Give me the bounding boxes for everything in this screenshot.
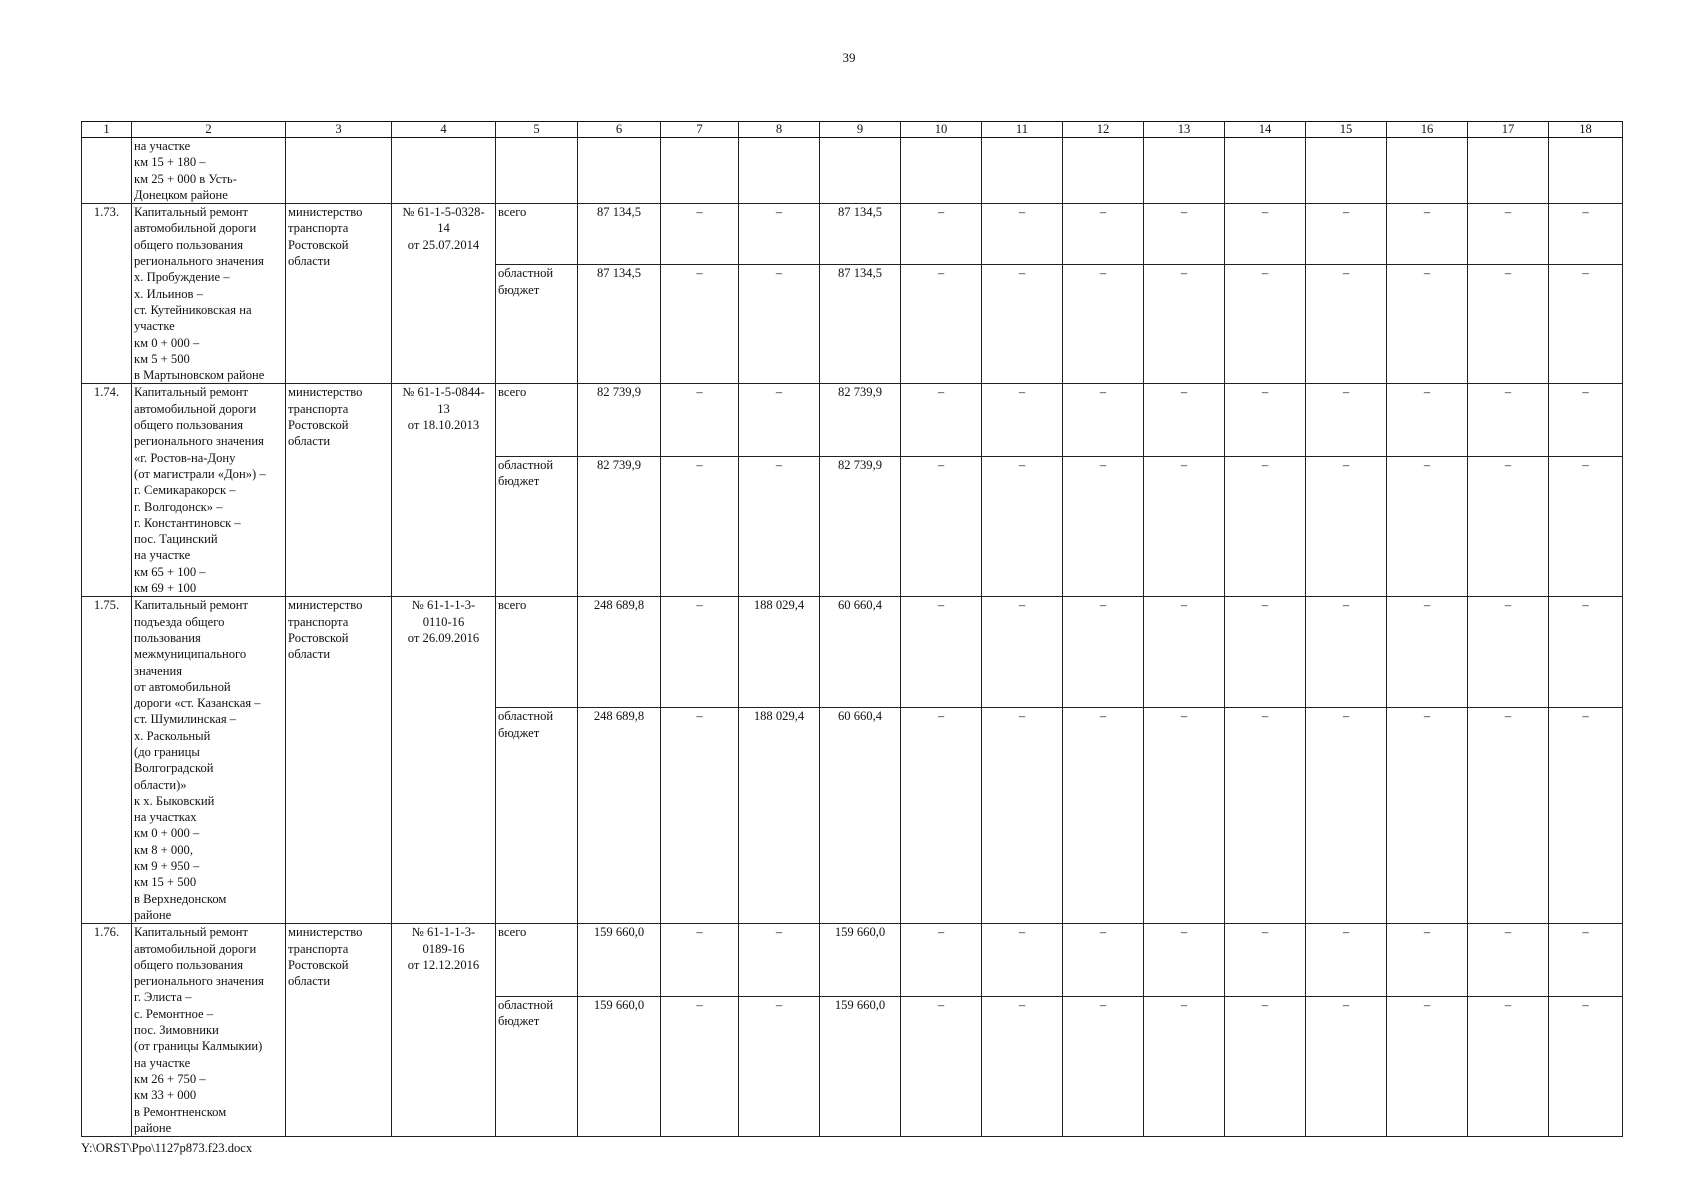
dash-cell: –: [1468, 265, 1549, 384]
dash-cell: –: [1549, 265, 1623, 384]
dash-cell: –: [1306, 384, 1387, 456]
col8-cell: –: [739, 924, 820, 996]
col9-cell: 87 134,5: [820, 204, 901, 265]
column-header-13: 13: [1144, 122, 1225, 138]
organization-line: министерство: [288, 598, 363, 613]
dash-cell: –: [1144, 996, 1225, 1137]
col7-cell: –: [661, 996, 739, 1137]
dash-cell: –: [1306, 708, 1387, 924]
col9-cell: 60 660,4: [820, 708, 901, 924]
col7-cell: –: [661, 204, 739, 265]
document-line: от 18.10.2013: [407, 418, 480, 433]
dash-cell: –: [1225, 996, 1306, 1137]
empty-cell: [982, 138, 1063, 204]
col8-cell: –: [739, 384, 820, 456]
dash-cell: –: [982, 996, 1063, 1137]
organization-line: министерство: [288, 205, 363, 220]
dash-cell: –: [1468, 924, 1549, 996]
object-name-line: автомобильной дороги: [134, 221, 257, 236]
column-header-3: 3: [286, 122, 392, 138]
dash-cell: –: [1144, 708, 1225, 924]
object-name-line: области)»: [134, 777, 187, 792]
column-header-1: 1: [82, 122, 132, 138]
dash-cell: –: [1063, 996, 1144, 1137]
document-line: от 25.07.2014: [407, 237, 480, 252]
dash-cell: –: [1468, 708, 1549, 924]
dash-cell: –: [1468, 204, 1549, 265]
empty-cell: [1063, 138, 1144, 204]
total-amount-cell: 87 134,5: [578, 204, 661, 265]
object-name-line: г. Элиста –: [134, 990, 192, 1005]
empty-cell: [496, 138, 578, 204]
dash-cell: –: [1549, 456, 1623, 597]
col7-cell: –: [661, 924, 739, 996]
dash-cell: –: [901, 204, 982, 265]
object-name-line: «г. Ростов-на-Дону: [134, 450, 236, 465]
object-name-line: ст. Шумилинская –: [134, 712, 237, 727]
object-name-cell: [132, 384, 286, 597]
dash-cell: –: [1306, 456, 1387, 597]
dash-cell: –: [1306, 924, 1387, 996]
organization-line: Ростовской: [288, 630, 349, 645]
object-name-line: регионального значения: [134, 974, 264, 989]
col9-cell: 60 660,4: [820, 597, 901, 708]
budget-amount-cell: 82 739,9: [578, 456, 661, 597]
funding-total-label: всего: [496, 924, 578, 996]
object-name-cell: [132, 597, 286, 924]
table-row: [82, 924, 1623, 996]
dash-cell: –: [1225, 708, 1306, 924]
funding-budget-label: [496, 265, 578, 384]
object-name-line: районе: [134, 907, 172, 922]
col7-cell: –: [661, 384, 739, 456]
column-header-6: 6: [578, 122, 661, 138]
object-name-line: регионального значения: [134, 254, 264, 269]
dash-cell: –: [982, 597, 1063, 708]
col9-cell: 87 134,5: [820, 265, 901, 384]
empty-cell: [661, 138, 739, 204]
empty-cell: [1306, 138, 1387, 204]
dash-cell: –: [1306, 597, 1387, 708]
document-cell: [392, 204, 496, 384]
organization-line: области: [288, 647, 331, 662]
dash-cell: –: [1468, 384, 1549, 456]
organization-cell: [286, 384, 392, 597]
table-row: [82, 204, 1623, 265]
dash-cell: –: [1225, 456, 1306, 597]
budget-amount-cell: 87 134,5: [578, 265, 661, 384]
column-header-7: 7: [661, 122, 739, 138]
col7-cell: –: [661, 597, 739, 708]
total-amount-cell: 248 689,8: [578, 597, 661, 708]
empty-cell: [820, 138, 901, 204]
object-name-line: на участке: [134, 1055, 191, 1070]
object-name-line: (до границы: [134, 744, 200, 759]
object-name-line: х. Ильинов –: [134, 286, 203, 301]
table-row: [82, 597, 1623, 708]
object-name-line: г. Семикаракорск –: [134, 483, 236, 498]
budget-label-line: областной: [498, 457, 554, 472]
dash-cell: –: [1063, 204, 1144, 265]
object-name-line: км 69 + 100: [134, 581, 197, 596]
dash-cell: –: [1468, 456, 1549, 597]
row-number-cell: 1.73.: [82, 204, 132, 384]
organization-line: транспорта: [288, 941, 349, 956]
empty-cell: [1468, 138, 1549, 204]
col8-cell: 188 029,4: [739, 708, 820, 924]
organization-cell: [286, 924, 392, 1137]
program-table: [81, 121, 1623, 1137]
dash-cell: –: [1549, 708, 1623, 924]
dash-cell: –: [1063, 924, 1144, 996]
col8-cell: –: [739, 204, 820, 265]
document-cell: [392, 924, 496, 1137]
dash-cell: –: [1144, 924, 1225, 996]
object-name-line: с. Ремонтное –: [134, 1006, 214, 1021]
dash-cell: –: [1144, 456, 1225, 597]
col9-cell: 159 660,0: [820, 996, 901, 1137]
object-name-line: пользования: [134, 630, 201, 645]
empty-cell: [286, 138, 392, 204]
object-name-line: в Верхнедонском: [134, 891, 227, 906]
object-name-line: участке: [134, 319, 175, 334]
dash-cell: –: [982, 384, 1063, 456]
budget-label-line: бюджет: [498, 1013, 540, 1028]
organization-line: Ростовской: [288, 237, 349, 252]
document-line: № 61-1-1-3-: [411, 598, 476, 613]
object-name-line: Капитальный ремонт: [134, 205, 249, 220]
col7-cell: –: [661, 456, 739, 597]
object-name-line: (от магистрали «Дон») –: [134, 466, 266, 481]
object-name-cell: [132, 924, 286, 1137]
object-name-cell: [132, 204, 286, 384]
object-name-line: (от границы Калмыкии): [134, 1039, 263, 1054]
column-header-14: 14: [1225, 122, 1306, 138]
object-name-line: Капитальный ремонт: [134, 598, 249, 613]
object-name-cell: [132, 138, 286, 204]
row-number-cell: 1.74.: [82, 384, 132, 597]
empty-cell: [578, 138, 661, 204]
dash-cell: –: [1225, 597, 1306, 708]
document-line: 13: [437, 401, 450, 416]
object-name-line: Волгоградской: [134, 761, 214, 776]
organization-cell: [286, 597, 392, 924]
column-header-9: 9: [820, 122, 901, 138]
dash-cell: –: [1144, 265, 1225, 384]
budget-label-line: областной: [498, 997, 554, 1012]
col8-cell: –: [739, 996, 820, 1137]
object-name-line: км 5 + 500: [134, 351, 190, 366]
col8-cell: –: [739, 456, 820, 597]
row-number-cell: 1.76.: [82, 924, 132, 1137]
dash-cell: –: [982, 924, 1063, 996]
col9-cell: 82 739,9: [820, 384, 901, 456]
object-name-line: значения: [134, 663, 182, 678]
col9-cell: 159 660,0: [820, 924, 901, 996]
organization-line: области: [288, 434, 331, 449]
dash-cell: –: [1387, 996, 1468, 1137]
column-header-11: 11: [982, 122, 1063, 138]
dash-cell: –: [1387, 597, 1468, 708]
organization-line: Ростовской: [288, 418, 349, 433]
object-name-line: км 65 + 100 –: [134, 564, 206, 579]
dash-cell: –: [901, 708, 982, 924]
funding-total-label: всего: [496, 597, 578, 708]
organization-line: транспорта: [288, 614, 349, 629]
object-name-line: пос. Зимовники: [134, 1023, 219, 1038]
empty-cell: [1549, 138, 1623, 204]
total-amount-cell: 159 660,0: [578, 924, 661, 996]
dash-cell: –: [1306, 996, 1387, 1137]
continuation-row: [82, 138, 1623, 204]
dash-cell: –: [1387, 708, 1468, 924]
dash-cell: –: [1063, 384, 1144, 456]
document-line: 14: [437, 221, 450, 236]
object-name-line: км 9 + 950 –: [134, 859, 200, 874]
budget-label-line: бюджет: [498, 474, 540, 489]
object-name-line: общего пользования: [134, 957, 244, 972]
empty-cell: [392, 138, 496, 204]
organization-cell: [286, 204, 392, 384]
column-header-4: 4: [392, 122, 496, 138]
object-name-line: км 0 + 000 –: [134, 826, 200, 841]
dash-cell: –: [982, 265, 1063, 384]
document-cell: [392, 597, 496, 924]
column-header-17: 17: [1468, 122, 1549, 138]
column-header-8: 8: [739, 122, 820, 138]
organization-line: области: [288, 974, 331, 989]
object-name-line: на участке: [134, 548, 191, 563]
column-header-18: 18: [1549, 122, 1623, 138]
dash-cell: –: [1225, 384, 1306, 456]
document-line: 0110-16: [422, 614, 465, 629]
dash-cell: –: [1063, 265, 1144, 384]
document-cell: [392, 384, 496, 597]
dash-cell: –: [1387, 384, 1468, 456]
budget-amount-cell: 248 689,8: [578, 708, 661, 924]
object-name-line: в Ремонтненском: [134, 1104, 227, 1119]
object-name-line: автомобильной дороги: [134, 401, 257, 416]
object-name-line: км 33 + 000: [134, 1088, 197, 1103]
dash-cell: –: [901, 265, 982, 384]
dash-cell: –: [1468, 597, 1549, 708]
row-number-cell: [82, 138, 132, 204]
col9-cell: 82 739,9: [820, 456, 901, 597]
object-name-line: дороги «ст. Казанская –: [134, 696, 261, 711]
object-name-line: км 0 + 000 –: [134, 335, 200, 350]
object-name-line: Капитальный ремонт: [134, 385, 249, 400]
column-header-15: 15: [1306, 122, 1387, 138]
object-name-line: подъезда общего: [134, 614, 225, 629]
organization-line: министерство: [288, 385, 363, 400]
object-name-line: регионального значения: [134, 434, 264, 449]
object-name-line: Капитальный ремонт: [134, 925, 249, 940]
page-number: 39: [842, 50, 856, 65]
dash-cell: –: [1549, 924, 1623, 996]
dash-cell: –: [1387, 204, 1468, 265]
object-name-line: ст. Кутейниковская на: [134, 302, 252, 317]
column-header-10: 10: [901, 122, 982, 138]
dash-cell: –: [1549, 996, 1623, 1137]
column-header-16: 16: [1387, 122, 1468, 138]
empty-cell: [901, 138, 982, 204]
dash-cell: –: [1144, 384, 1225, 456]
organization-line: министерство: [288, 925, 363, 940]
dash-cell: –: [982, 204, 1063, 265]
dash-cell: –: [1225, 265, 1306, 384]
dash-cell: –: [1144, 204, 1225, 265]
object-name-line: км 8 + 000,: [134, 842, 193, 857]
column-header-2: 2: [132, 122, 286, 138]
document-line: от 26.09.2016: [407, 630, 480, 645]
dash-cell: –: [1549, 597, 1623, 708]
object-name-line: от автомобильной: [134, 679, 231, 694]
dash-cell: –: [901, 924, 982, 996]
dash-cell: –: [1387, 265, 1468, 384]
object-name-line: общего пользования: [134, 237, 244, 252]
col7-cell: –: [661, 708, 739, 924]
dash-cell: –: [1387, 924, 1468, 996]
document-line: № 61-1-1-3-: [411, 925, 476, 940]
column-header-5: 5: [496, 122, 578, 138]
object-name-line: г. Волгодонск» –: [134, 499, 223, 514]
dash-cell: –: [901, 384, 982, 456]
object-name-line: автомобильной дороги: [134, 941, 257, 956]
object-name-line: общего пользования: [134, 418, 244, 433]
object-name-line: х. Пробуждение –: [134, 270, 230, 285]
funding-total-label: всего: [496, 204, 578, 265]
object-name-line: км 26 + 750 –: [134, 1071, 206, 1086]
object-name-line: на участках: [134, 810, 197, 825]
organization-line: области: [288, 254, 331, 269]
dash-cell: –: [982, 708, 1063, 924]
col7-cell: –: [661, 265, 739, 384]
table-row: [82, 384, 1623, 456]
col8-cell: –: [739, 265, 820, 384]
object-name-line: км 15 + 180 –: [134, 155, 206, 170]
col8-cell: 188 029,4: [739, 597, 820, 708]
total-amount-cell: 82 739,9: [578, 384, 661, 456]
dash-cell: –: [901, 597, 982, 708]
empty-cell: [1144, 138, 1225, 204]
document-line: № 61-1-5-0844-: [402, 385, 485, 400]
object-name-line: на участке: [134, 139, 191, 153]
funding-total-label: всего: [496, 384, 578, 456]
object-name-line: в Мартыновском районе: [134, 368, 265, 383]
budget-label-line: областной: [498, 709, 554, 724]
funding-budget-label: [496, 456, 578, 597]
budget-label-line: областной: [498, 266, 554, 281]
empty-cell: [1387, 138, 1468, 204]
funding-budget-label: [496, 996, 578, 1137]
budget-amount-cell: 159 660,0: [578, 996, 661, 1137]
object-name-line: межмуниципального: [134, 647, 247, 662]
dash-cell: –: [1144, 597, 1225, 708]
document-line: 0189-16: [422, 941, 465, 956]
dash-cell: –: [901, 996, 982, 1137]
dash-cell: –: [1468, 996, 1549, 1137]
dash-cell: –: [1063, 597, 1144, 708]
document-line: № 61-1-5-0328-: [402, 205, 485, 220]
budget-label-line: бюджет: [498, 282, 540, 297]
dash-cell: –: [1306, 204, 1387, 265]
footer-file-path: Y:\ORST\Ppo\1127p873.f23.docx: [81, 1141, 253, 1155]
column-header-12: 12: [1063, 122, 1144, 138]
object-name-line: км 15 + 500: [134, 875, 197, 890]
object-name-line: км 25 + 000 в Усть-: [134, 171, 237, 186]
dash-cell: –: [1549, 204, 1623, 265]
dash-cell: –: [1063, 456, 1144, 597]
organization-line: транспорта: [288, 221, 349, 236]
dash-cell: –: [1306, 265, 1387, 384]
funding-budget-label: [496, 708, 578, 924]
organization-line: транспорта: [288, 401, 349, 416]
header-row: [82, 122, 1623, 138]
empty-cell: [739, 138, 820, 204]
organization-line: Ростовской: [288, 957, 349, 972]
object-name-line: районе: [134, 1120, 172, 1135]
object-name-line: х. Раскольный: [134, 728, 211, 743]
dash-cell: –: [1549, 384, 1623, 456]
dash-cell: –: [982, 456, 1063, 597]
object-name-line: к х. Быковский: [134, 793, 215, 808]
dash-cell: –: [1225, 924, 1306, 996]
object-name-line: Донецком районе: [134, 187, 228, 202]
row-number-cell: 1.75.: [82, 597, 132, 924]
dash-cell: –: [1387, 456, 1468, 597]
budget-label-line: бюджет: [498, 725, 540, 740]
dash-cell: –: [901, 456, 982, 597]
empty-cell: [1225, 138, 1306, 204]
dash-cell: –: [1063, 708, 1144, 924]
object-name-line: г. Константиновск –: [134, 515, 241, 530]
document-line: от 12.12.2016: [407, 957, 480, 972]
dash-cell: –: [1225, 204, 1306, 265]
object-name-line: пос. Тацинский: [134, 532, 218, 547]
